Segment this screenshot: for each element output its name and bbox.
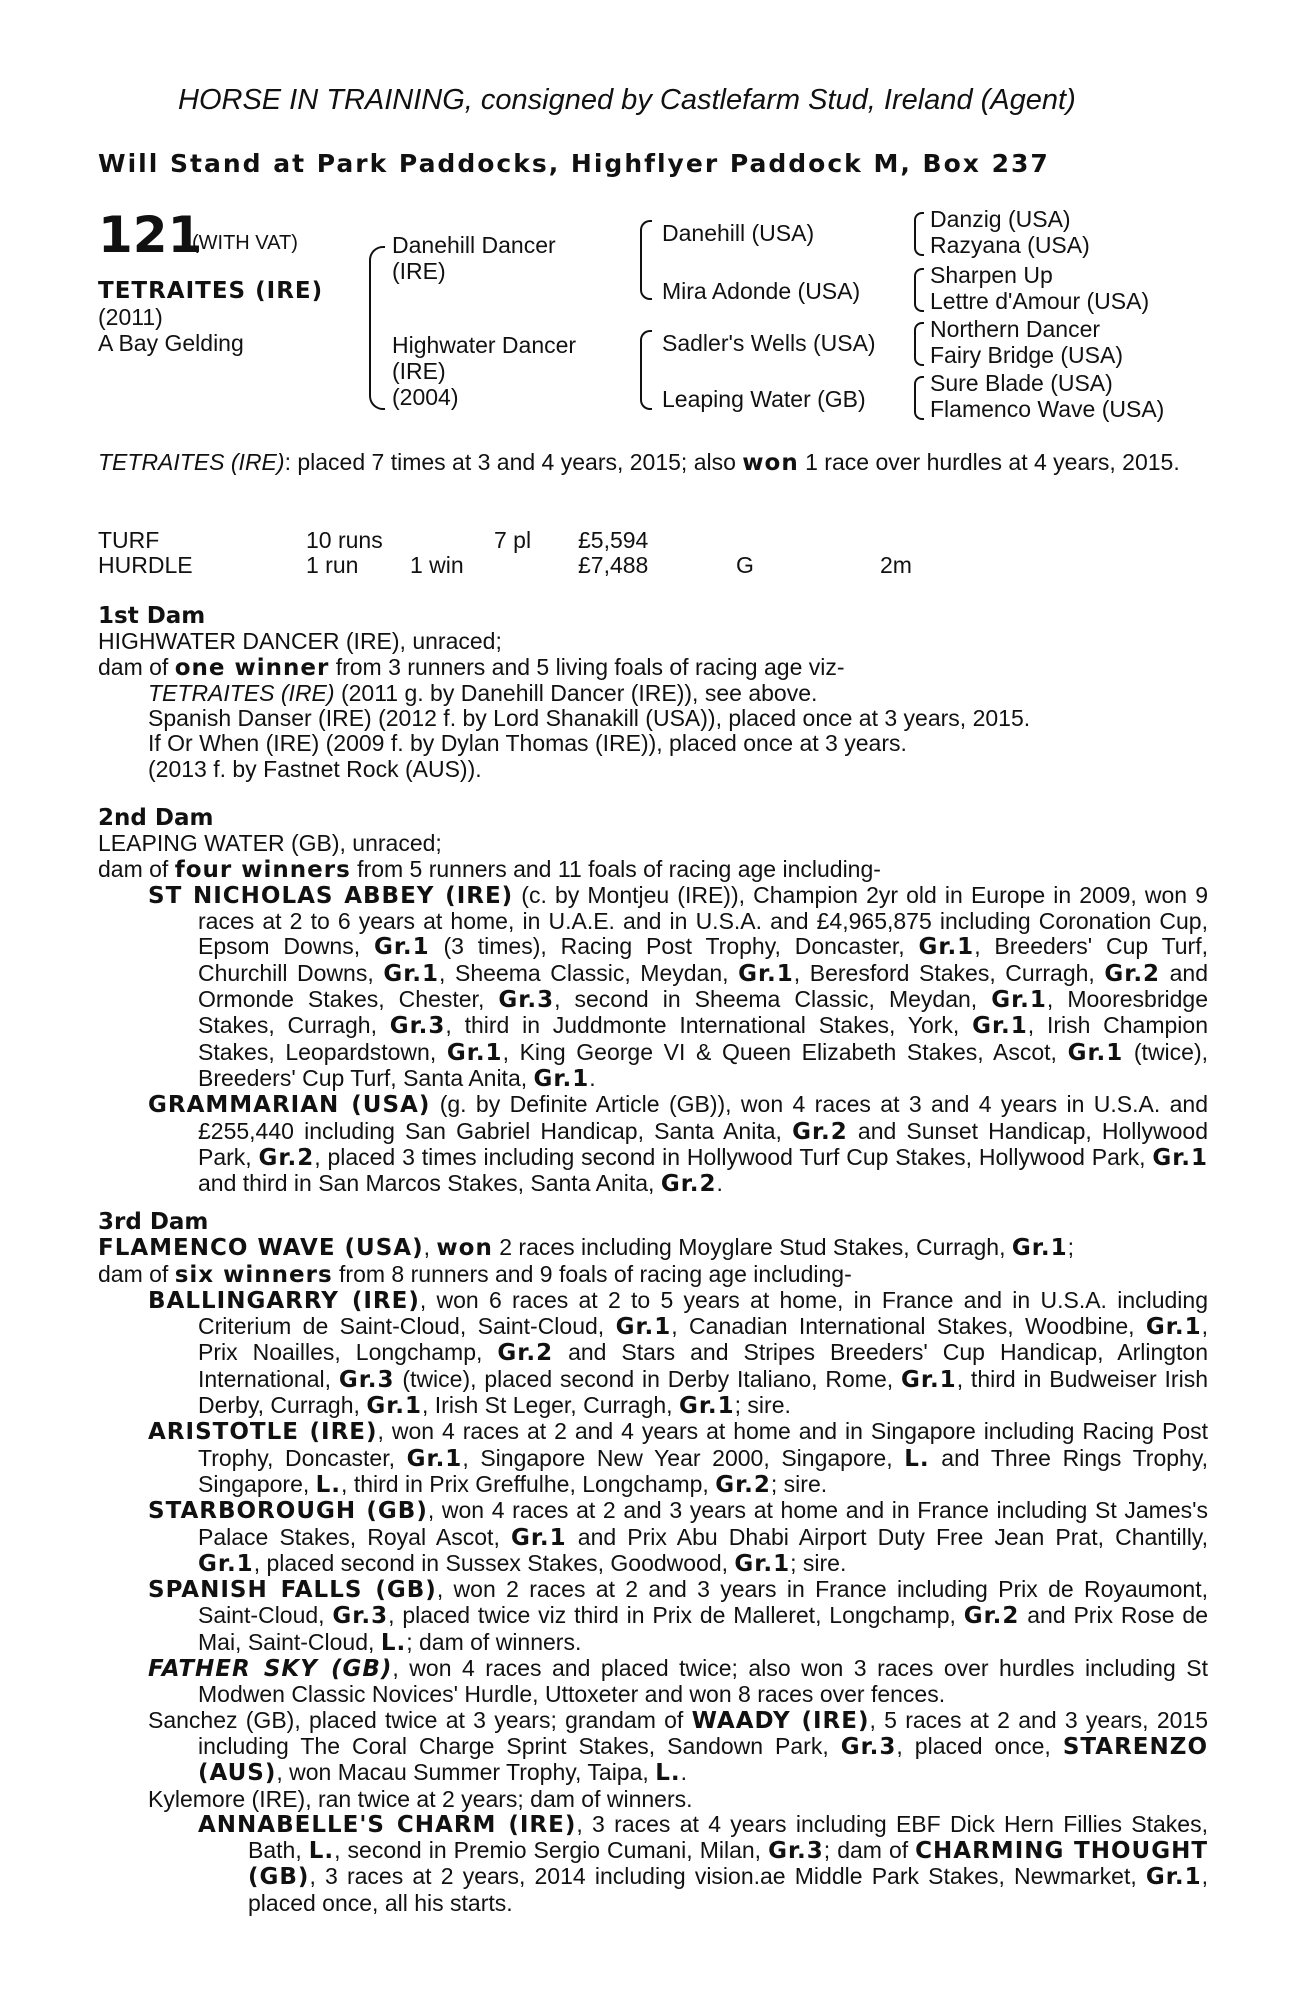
record-earnings: £7,488 [578,552,649,578]
produce-starborough: STARBOROUGH (GB), won 4 races at 2 and 3 years at home and in France including St James's Palace Stakes, Royal Ascot, Gr.1 and Prix Abu Dhabi Airport Duty Free Jean Prat, Chantilly, Gr.1, placed second in Sussex Stakes, Goodwood, Gr.1; sire. [148,1497,1209,1577]
ped-sdd: Lettre d'Amour (USA) [930,288,1150,314]
record-type: HURDLE [98,552,193,578]
pedigree-brace-3c [914,322,924,366]
record-placed: 7 pl [494,527,532,553]
consignor-line: HORSE IN TRAINING, consigned by Castlefarm Stud, Ireland (Agent) [178,84,1076,116]
racing-summary: TETRAITES (IRE): placed 7 times at 3 and 4 years, 2015; also won 1 race over hurdles at 4 years, 2015. [98,449,1180,476]
third-dam-section: 3rd Dam FLAMENCO WAVE (USA), won 2 races including Moyglare Stud Stakes, Curragh, Gr.1; dam of six winners from 8 runners and 9 foals of racing age including- BALLINGARRY (IRE), won 6 races at 2 to 5 years at home, in France and in U.S.A. including Criterium de Saint-Cloud, Saint-Cloud, Gr.1, Canadian International Stakes, Woodbine, Gr.1, Prix Noailles, Longchamp, Gr.2 and Stars and Stripes Breeders' Cup Handicap, Arlington International, Gr.3 (twice), placed second in Derby Italiano, Rome, Gr.1, third in Budweiser Irish Derby, Curragh, Gr.1, Irish St Leger, Curragh, Gr.1; sire. ARISTOTLE (IRE), won 4 races at 2 and 4 years at home and in Singapore including Racing Post Trophy, Doncaster, Gr.1, Singapore New Year 2000, Singapore, L. and Three Rings Trophy, Singapore, L., third in Prix Greffulhe, Longchamp, Gr.2; sire. STARBOROUGH (GB), won 4 races at 2 and 3 years at home and in France including St James's Palace Stakes, Royal Ascot, Gr.1 and Prix Abu Dhabi Airport Duty Free Jean Prat, Chantilly, Gr.1, placed second in Sussex Stakes, Goodwood, Gr.1; sire. SPANISH FALLS (GB), won 2 races at 2 and 3 years in France including Prix de Royaumont, Saint-Cloud, Gr.3, placed twice viz third in Prix de Malleret, Longchamp, Gr.2 and Prix Rose de Mai, Saint-Cloud, L.; dam of winners. FATHER SKY (GB), won 4 races and placed twice; also won 3 races over hurdles including St Modwen Classic Novices' Hurdle, Uttoxeter and won 8 races over fences. Sanchez (GB), placed twice at 3 years; grandam of WAADY (IRE), 5 races at 2 and 3 years, 2015 including The Coral Charge Sprint Stakes, Sandown Park, Gr.3, placed once, STARENZO (AUS), won Macau Summer Trophy, Taipa, L.. Kylemore (IRE), ran twice at 2 years; dam of winners. ANNABELLE'S CHARM (IRE), 3 races at 4 years including EBF Dick Hern Fillies Stakes, Bath, L., second in Premio Sergio Cumani, Milan, Gr.3; dam of CHARMING THOUGHT (GB), 3 races at 2 years, 2014 including vision.ae Middle Park Stakes, Newmarket, Gr.1, placed once, all his starts. [98,1209,1209,1916]
sire-line-2: (IRE) [392,258,446,284]
pedigree-brace-gen1 [369,246,385,410]
produce-aristotle: ARISTOTLE (IRE), won 4 races at 2 and 4 years at home and in Singapore including Racing Post Trophy, Doncaster, Gr.1, Singapore New Year 2000, Singapore, L. and Three Rings Trophy, Singapore, L., third in Prix Greffulhe, Longchamp, Gr.2; sire. [148,1418,1209,1498]
pedigree-brace-3d [914,376,924,420]
ped-sds: Sharpen Up [930,262,1053,288]
ped-dds: Sure Blade (USA) [930,370,1113,396]
dam-line-2: (IRE) [392,358,446,384]
record-runs: 1 run [306,552,359,578]
pedigree-brace-3a [914,212,924,256]
sire-dam: Mira Adonde (USA) [662,278,861,304]
sire-line-1: Danehill Dancer [392,232,556,258]
sire-sire: Danehill (USA) [662,220,815,246]
produce-kylemore: Kylemore (IRE), ran twice at 2 years; dam of winners. [148,1785,693,1812]
ped-ssd: Razyana (USA) [930,232,1090,258]
dam-line-1: Highwater Dancer [392,332,577,358]
ped-dsd: Fairy Bridge (USA) [930,342,1123,368]
third-dam-heading: 3rd Dam [98,1209,209,1235]
pedigree-brace-dam [640,330,652,410]
second-dam-heading: 2nd Dam [98,805,214,831]
stand-location: Will Stand at Park Paddocks, Highflyer Paddock M, Box 237 [98,149,1050,178]
horse-year: (2011) [98,304,163,330]
record-type: TURF [98,527,160,553]
dam-line-3: (2004) [392,384,459,410]
vat-note: (WITH VAT) [192,232,298,254]
record-wins: 1 win [410,552,464,578]
record-distance: 2m [880,552,912,578]
produce-grammarian: GRAMMARIAN (USA) (g. by Definite Article (GB)), won 4 races at 3 and 4 years in U.S.A. and £255,440 including San Gabriel Handicap, Santa Anita, Gr.2 and Sunset Handicap, Hollywood Park, Gr.2, placed 3 times including second in Hollywood Turf Cup Stakes, Hollywood Park, Gr.1 and third in San Marcos Stakes, Santa Anita, Gr.2. [148,1091,1209,1198]
produce-father-sky: FATHER SKY (GB), won 4 races and placed twice; also won 3 races over hurdles including St Modwen Classic Novices' Hurdle, Uttoxeter and won 8 races over fences. [148,1655,1208,1708]
dam-dam: Leaping Water (GB) [662,386,866,412]
record-earnings: £5,594 [578,527,649,553]
lot-number: 121 [98,206,203,264]
produce-annabelles-charm: ANNABELLE'S CHARM (IRE), 3 races at 4 years including EBF Dick Hern Fillies Stakes, Bath, L., second in Premio Sergio Cumani, Milan, Gr.3; dam of CHARMING THOUGHT (GB), 3 races at 2 years, 2014 including vision.ae Middle Park Stakes, Newmarket, Gr.1, placed once, all his starts. [198,1810,1209,1916]
produce-st-nicholas-abbey: ST NICHOLAS ABBEY (IRE) (c. by Montjeu (IRE)), Champion 2yr old in Europe in 2009, won 9 races at 2 to 6 years at home, in U.A.E. and in U.S.A. and £4,965,875 including Coronation Cup, Epsom Downs, Gr.1 (3 times), Racing Post Trophy, Doncaster, Gr.1, Breeders' Cup Turf, Churchill Downs, Gr.1, Sheema Classic, Meydan, Gr.1, Beresford Stakes, Curragh, Gr.2 and Ormonde Stakes, Chester, Gr.3, second in Sheema Classic, Meydan, Gr.1, Mooresbridge Stakes, Curragh, Gr.3, third in Juddmonte International Stakes, York, Gr.1, Irish Champion Stakes, Leopardstown, Gr.1, King George VI & Queen Elizabeth Stakes, Ascot, Gr.1 (twice), Breeders' Cup Turf, Santa Anita, Gr.1. [148,881,1209,1092]
produce-sanchez: Sanchez (GB), placed twice at 3 years; grandam of WAADY (IRE), 5 races at 2 and 3 years, 2015 including The Coral Charge Sprint Stakes, Sandown Park, Gr.3, placed once, STARENZO (AUS), won Macau Summer Trophy, Taipa, L.. [148,1706,1208,1787]
summary-horse-name: TETRAITES (IRE) [98,449,285,475]
record-runs: 10 runs [306,527,383,553]
pedigree-brace-3b [914,268,924,312]
ped-dss: Northern Dancer [930,316,1101,342]
produce-ballingarry: BALLINGARRY (IRE), won 6 races at 2 to 5 years at home, in France and in U.S.A. including Criterium de Saint-Cloud, Saint-Cloud, Gr.1, Canadian International Stakes, Woodbine, Gr.1, Prix Noailles, Longchamp, Gr.2 and Stars and Stripes Breeders' Cup Handicap, Arlington International, Gr.3 (twice), placed second in Derby Italiano, Rome, Gr.1, third in Budweiser Irish Derby, Curragh, Gr.1, Irish St Leger, Curragh, Gr.1; sire. [148,1286,1209,1420]
pedigree-brace-sire [640,220,652,300]
ped-sss: Danzig (USA) [930,206,1071,232]
dam-sire: Sadler's Wells (USA) [662,330,876,356]
ped-ddd: Flamenco Wave (USA) [930,396,1165,422]
record-going: G [736,552,754,578]
horse-name: TETRAITES (IRE) [98,278,324,304]
produce-spanish-falls: SPANISH FALLS (GB), won 2 races at 2 and 3 years in France including Prix de Royaumont, Saint-Cloud, Gr.3, placed twice viz third in Prix de Malleret, Longchamp, Gr.2 and Prix Rose de Mai, Saint-Cloud, L.; dam of winners. [148,1576,1208,1656]
first-dam-heading: 1st Dam [98,603,206,629]
second-dam-section: 2nd Dam LEAPING WATER (GB), unraced; dam of four winners from 5 runners and 11 foals of racing age including- ST NICHOLAS ABBEY (IRE) (c. by Montjeu (IRE)), Champion 2yr old in Europe in 2009, won 9 races at 2 to 6 years at home, in U.A.E. and in U.S.A. and £4,965,875 including Coronation Cup, Epsom Downs, Gr.1 (3 times), Racing Post Trophy, Doncaster, Gr.1, Breeders' Cup Turf, Churchill Downs, Gr.1, Sheema Classic, Meydan, Gr.1, Beresford Stakes, Curragh, Gr.2 and Ormonde Stakes, Chester, Gr.3, second in Sheema Classic, Meydan, Gr.1, Mooresbridge Stakes, Curragh, Gr.3, third in Juddmonte International Stakes, York, Gr.1, Irish Champion Stakes, Leopardstown, Gr.1, King George VI & Queen Elizabeth Stakes, Ascot, Gr.1 (twice), Breeders' Cup Turf, Santa Anita, Gr.1. GRAMMARIAN (USA) (g. by Definite Article (GB)), won 4 races at 3 and 4 years in U.S.A. and £255,440 including San Gabriel Handicap, Santa Anita, Gr.2 and Sunset Handicap, Hollywood Park, Gr.2, placed 3 times including second in Hollywood Turf Cup Stakes, Hollywood Park, Gr.1 and third in San Marcos Stakes, Santa Anita, Gr.2. [98,805,1209,1198]
first-dam-section: 1st Dam HIGHWATER DANCER (IRE), unraced; dam of one winner from 3 runners and 5 living foals of racing age viz- TETRAITES (IRE) (2011 g. by Danehill Dancer (IRE)), see above. Spanish Danser (IRE) (2012 f. by Lord Shanakill (USA)), placed once at 3 years, 2015. If Or When (IRE) (2009 f. by Dylan Thomas (IRE)), placed once at 3 years. (2013 f. by Fastnet Rock (AUS)). [98,604,1208,782]
horse-description: A Bay Gelding [98,330,244,356]
